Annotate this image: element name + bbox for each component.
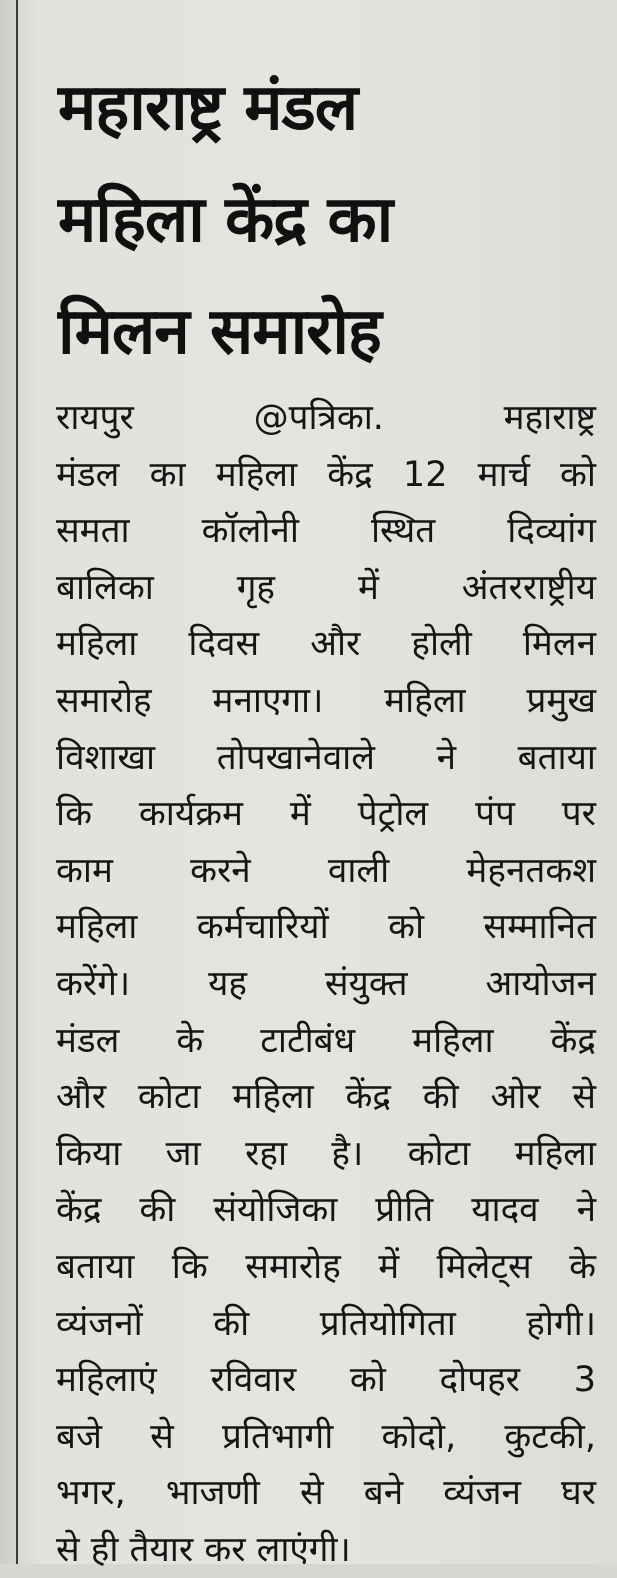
article-line: रायपुर @पत्रिका. महाराष्ट्र xyxy=(56,398,596,438)
headline-line: महिला केंद्र का xyxy=(58,183,393,257)
column-divider xyxy=(16,0,18,1564)
article-line: महिला दिवस और होली मिलन xyxy=(56,624,596,665)
article-line: कि कार्यक्रम में पेट्रोल पंप पर xyxy=(56,794,596,835)
headline-line: महाराष्ट्र मंडल xyxy=(58,71,358,145)
article-line: करेंगे। यह संयुक्त आयोजन xyxy=(56,963,596,1004)
article-line: किया जा रहा है। कोटा महिला xyxy=(56,1133,596,1174)
article-line: बजे से प्रतिभागी कोदो, कुटकी, xyxy=(56,1416,596,1457)
article-line: समारोह मनाएगा। महिला प्रमुख xyxy=(56,680,596,721)
article-line: विशाखा तोपखानेवाले ने बताया xyxy=(56,737,596,778)
article-line: काम करने वाली मेहनतकश xyxy=(56,850,596,891)
article-line: से ही तैयार कर लाएंगी। xyxy=(56,1529,351,1570)
article-line: मंडल का महिला केंद्र 12 मार्च को xyxy=(56,454,596,495)
article-line: बताया कि समारोह में मिलेट्स के xyxy=(56,1246,596,1287)
article-line: महिलाएं रविवार को दोपहर 3 xyxy=(56,1360,596,1401)
article-line: बालिका गृह में अंतरराष्ट्रीय xyxy=(56,567,596,608)
article-line: समता कॉलोनी स्थित दिव्यांग xyxy=(56,511,596,552)
article-line: मंडल के टाटीबंध महिला केंद्र xyxy=(56,1020,596,1061)
headline xyxy=(58,52,598,388)
article-body xyxy=(56,390,596,1578)
article-line: केंद्र की संयोजिका प्रीति यादव ने xyxy=(56,1190,596,1231)
article-line: व्यंजनों की प्रतियोगिता होगी। xyxy=(56,1303,596,1344)
headline-line: मिलन समारोह xyxy=(58,295,381,369)
article-line: और कोटा महिला केंद्र की ओर से xyxy=(56,1077,596,1118)
article-line: महिला कर्मचारियों को सम्मानित xyxy=(56,907,596,948)
article-line: भगर, भाजणी से बने व्यंजन घर xyxy=(56,1473,596,1514)
